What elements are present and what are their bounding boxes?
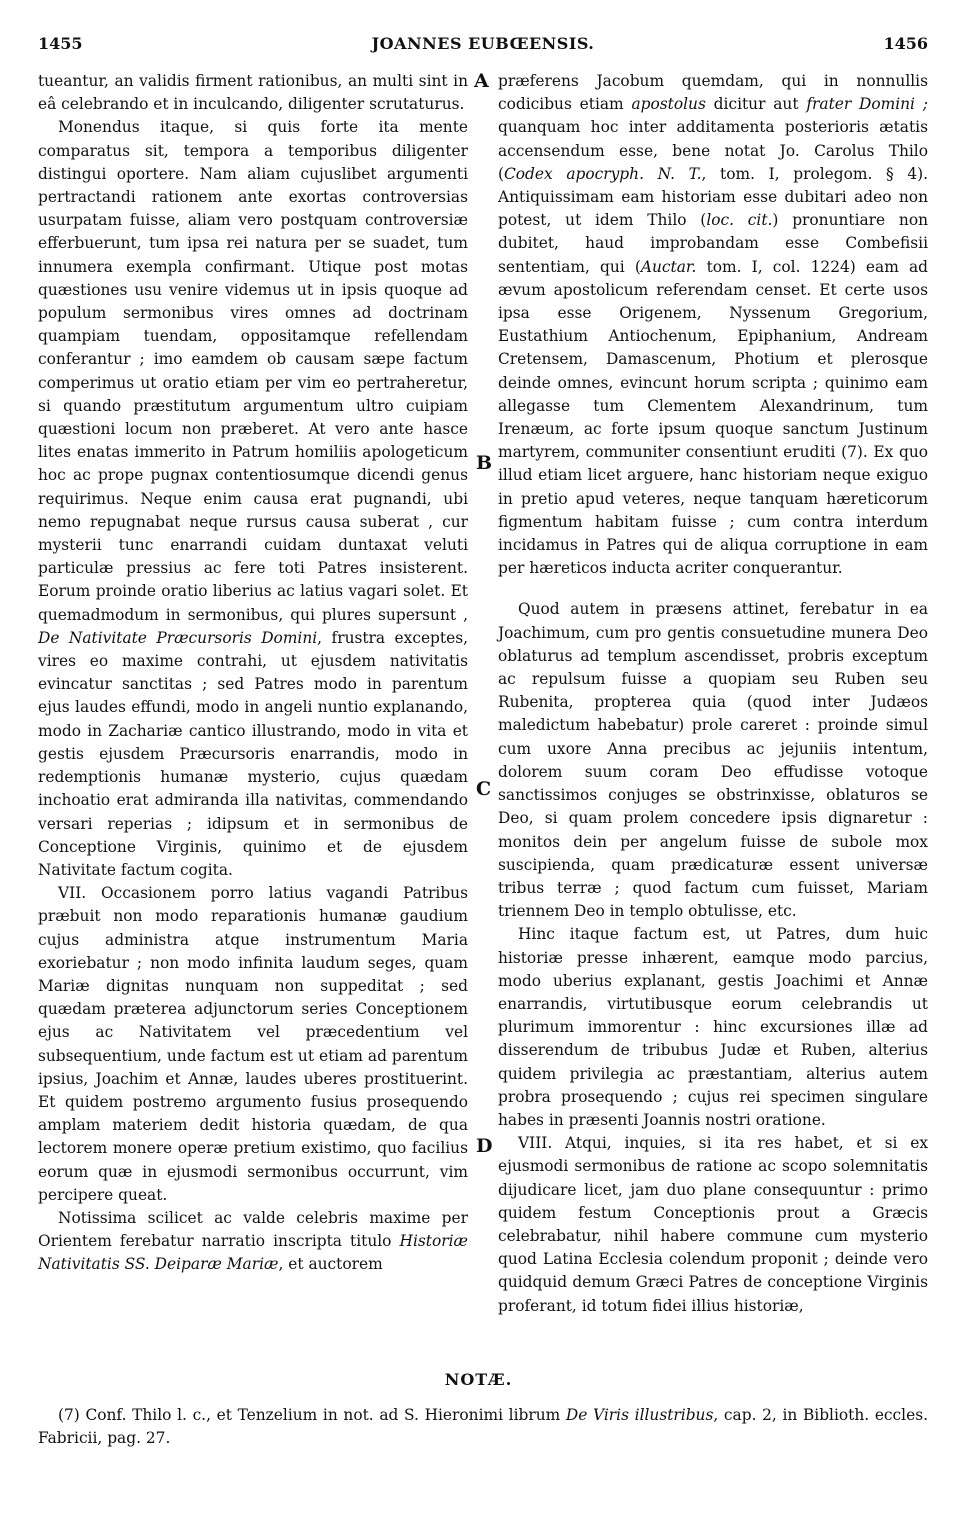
notes-heading: NOTÆ. xyxy=(444,1370,513,1389)
footnote-7-tail: , cap. 2, in Biblioth. eccles. Fabricii, pag. 27. xyxy=(38,1406,928,1447)
page-number-left: 1455 xyxy=(38,34,83,53)
left-paragraph-2-text: Monendus itaque, si quis forte ita mente comparatus sit, tempora a temporibus diligenter distingui oportere. Nam aliam cujuslibet argumenti pertractandi rationem ante exortas controversias usurpatam fuisse, aliam vero postquam controversiæ efferbuerunt, tum ipsa rei natura per se suadet, tum innumera exempla confirmant. Utique post motas quæstiones usu venire videmus ut in ipsis quoque ad populum sermonibus vires omnes ad doctrinam quampiam tuendam, oppositamque refellendam conferantur ; imo eamdem ob causam sæpe factum comperimus ut oratio etiam per vim eo pertraheretur, si quando præstitutum argumentum ultro cuipiam quæstioni locum non præberet. At vero ante hasce lites enatas immerito in Patrum homiliis apologeticum hoc ac prope pugnax contentiosumque dicendi genus requirimus. Neque enim causa erat pugnandi, ubi nemo repugnabat neque rursus causa suberat , cur mysterii tunc enarrandi cuidam duntaxat veluti particulæ pressius ac fere toti Patres insisterent. Eorum proinde oratio liberius ac latius vagari solet. Et quemadmodum in sermonibus, qui plures supersunt , xyxy=(38,118,468,624)
section-marker-b: B xyxy=(476,452,493,474)
footnote-7-text: (7) Conf. Thilo l. c., et Tenzelium in not. ad S. Hieronimi librum xyxy=(58,1406,561,1424)
italic-apostolus: apostolus xyxy=(631,95,706,114)
right-p1-segment-f: tom. I, col. 1224) eam ad ævum apostolicum referendam censet. Et certe usos ipsa esse Origenem, Nyssenum Gregorium, Eustathium Antiochenum, Epiphanium, Andream Cretensem, Damascenum, Photium et plerosque deinde omnes, evincunt horum scripta ; quinimo eam allegasse tum Clementem Alexandrinum, tum Irenæum, ac forte ipsum quoque sanctum Justinum martyrem, communiter consentiunt eruditi (7). Ex quo illud etiam licet arguere, hanc historiam neque exiguo in pretio apud veteres, neque tanquam hæreticorum figmentum habitam fuisse ; cum contra interdum incidamus in Patres qui de aliqua corruptione in eam per hæreticos inducta acriter conquerantur. xyxy=(498,257,928,578)
left-paragraph-1: tueantur, an validis firment rationibus, an multi sint in eâ celebrando et in inculcando, diligenter scrutaturus. xyxy=(38,72,468,114)
running-title: JOANNES EUBŒENSIS. xyxy=(371,34,595,53)
right-p1-segment-b: dicitur aut xyxy=(713,95,799,114)
left-column xyxy=(38,70,468,1277)
section-marker-d: D xyxy=(476,1135,493,1157)
section-marker-c: C xyxy=(476,778,492,800)
right-paragraph-2: Quod autem in præsens attinet, ferebatur in ea Joachimum, cum pro gentis consuetudine munera Deo oblaturus ad templum ascendisset, probris exceptum ac repulsum fuisse a quopiam seu Ruben seu Rubenita, propterea quia (quod inter Judæos maledictum habebatur) prole careret : proinde simul cum uxore Anna precibus ac jejuniis intentum, dolorem suum coram Deo effudisse votoque sanctissimos conjuges se obstrinxisse, oblaturos se Deo, si quam prolem concedere ipsis dignaretur : monitos dein per angelum fuisse de subole mox suscipienda, quam prædicaturæ essent universæ tribus terræ ; quod factum cum fuisset, Mariam triennem Deo in templo obtulisse, etc. xyxy=(498,600,928,921)
left-paragraph-4 xyxy=(38,1207,468,1277)
italic-auctar: Auctar. xyxy=(640,257,697,276)
right-paragraph-1 xyxy=(498,70,928,580)
right-p1-segment-a: præferens Jacobum quemdam, qui in nonnullis codicibus etiam xyxy=(498,72,928,114)
italic-loc-cit: loc. cit. xyxy=(706,211,773,230)
italic-frater-domini: frater Domini ; xyxy=(806,95,928,114)
right-paragraph-3: Hinc itaque factum est, ut Patres, dum huic historiæ presse inhærent, eamque modo parcius, modo uberius explanant, gestis Joachimi et Annæ enarrandis, virtutibusque eorum celebrandis ut plurimum immorentur : hinc excursiones illæ ad disserendum de tribubus Judæ et Ruben, alterius quidem privilegia ac præstantiam, alterius autem probra prosequendo ; cujus rei specimen singulare habes in præsenti Joannis nostri oratione. xyxy=(498,925,928,1129)
running-header xyxy=(38,34,928,56)
italic-codex-apocryph: Codex apocryph. N. T. xyxy=(504,164,702,183)
footnote-7-title: De Viris illustribus xyxy=(565,1406,714,1424)
left-paragraph-4-tail: , et auctorem xyxy=(278,1255,383,1274)
work-title-de-nativitate: De Nativitate Præcursoris Domini xyxy=(38,628,318,647)
work-title-historiae: Historiæ Nativitatis SS. Deiparæ Mariæ xyxy=(38,1232,468,1274)
right-column xyxy=(498,70,928,1318)
left-paragraph-2-tail: , frustra exceptes, vires eo maxime contrahi, ut ejusdem nativitatis evincatur sanctitas ; sed Patres modo in parentum ejus laudes effundi, modo in angeli nuntio explanando, modo in Zachariæ cantico illustrando, modo in vita et gestis ejusdem Præcursoris enarrandis, modo in redemptionis humanæ mysterio, cujus quædam inchoatio erat admiranda illa nativitas, commendando versari reperias ; idipsum et in sermonibus de Conceptione Virginis, quinimo et de ejusdem Nativitate factum cogita. xyxy=(38,628,468,879)
right-paragraph-4: VIII. Atqui, inquies, si ita res habet, et si ex ejusmodi sermonibus de ratione ac scopo solemnitatis dijudicare licet, jam duo plane consequuntur : primo quidem festum Conceptionis prout a Græcis celebrabatur, nihil habere commune cum mysterio quod Latina Ecclesia colendum proponit ; deinde vero quidquid demum Græci Patres de conceptione Virginis proferant, id totum fidei illius historiæ, xyxy=(498,1134,928,1315)
right-p1-segment-e: ) pronuntiare non dubitet, haud improbandam esse Combefisii sententiam, qui ( xyxy=(498,211,929,276)
left-paragraph-3: VII. Occasionem porro latius vagandi Patribus præbuit non modo reparationis humanæ gaudium cujus administra atque instrumentum Maria exoriebatur ; non modo infinita laudum seges, quam Mariæ dignitas nunquam non suppeditat ; sed quædam præterea adjunctorum series Conceptionem ejus ac Nativitatem vel præcedentium vel subsequentium, unde factum est ut etiam ad parentum ipsius, Joachim et Annæ, laudes uberes prostituerint. Et quidem postremo argumento fusius prosequendo amplam materiem dedit historia quædam, de qua lectorem monere operæ pretium existimo, quo facilius eorum quæ in ejusmodi sermonibus occurrunt, vim percipere queat. xyxy=(38,884,468,1204)
page-number-right: 1456 xyxy=(883,34,928,53)
right-p1-segment-d: , tom. I, prolegom. § 4). Antiquissimam eam historiam esse dubitari adeo non potest, ut idem Thilo ( xyxy=(498,164,929,230)
left-paragraph-2 xyxy=(38,116,468,882)
left-paragraph-4-text: Notissima scilicet ac valde celebris maxime per Orientem ferebatur narratio inscripta titulo xyxy=(38,1208,468,1251)
section-marker-a: A xyxy=(474,70,489,92)
footnote-7 xyxy=(38,1404,928,1450)
right-p1-segment-c: quanquam hoc inter additamenta posterioris ætatis accensendum esse, bene notat Jo. Carolus Thilo ( xyxy=(498,118,928,183)
